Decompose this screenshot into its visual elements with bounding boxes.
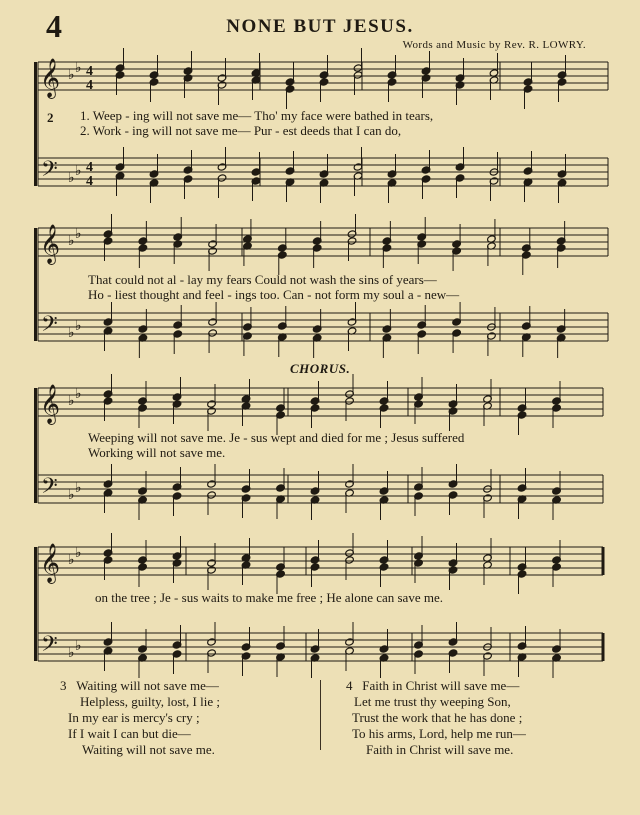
treble-clef-icon: 𝄞 — [40, 543, 61, 583]
time-signature-top: 4 — [86, 160, 93, 175]
system1-verse1-lyric: 1. Weep - ing will not save me— Tho' my face were bathed in tears, — [80, 108, 434, 123]
flat-icon: ♭ — [75, 163, 82, 179]
verse-3-line-2: Helpless, guilty, lost, I lie ; — [80, 694, 220, 709]
verse-divider — [320, 680, 321, 750]
flat-icon: ♭ — [68, 325, 75, 341]
flat-icon: ♭ — [75, 545, 82, 561]
bass-clef-icon: 𝄢 — [41, 312, 58, 342]
flat-icon: ♭ — [75, 318, 82, 334]
verse-3-number: 3 — [60, 678, 67, 693]
verse-4-line — [346, 678, 526, 694]
flat-icon: ♭ — [68, 552, 75, 568]
flat-icon: ♭ — [68, 67, 75, 83]
time-signature-bottom: 4 — [86, 174, 93, 189]
time-signature-top: 4 — [86, 64, 93, 79]
system3-line2-lyric: Working will not save me. — [88, 445, 226, 460]
verse-4-line-2: Let me trust thy weeping Son, — [354, 694, 511, 709]
system-brace — [34, 388, 37, 503]
flat-icon: ♭ — [75, 480, 82, 496]
verse-3-line-4: If I wait I can but die— — [68, 726, 191, 741]
verse-4-line-3: Trust the work that he has done ; — [352, 710, 523, 725]
system3-line1-lyric: Weeping will not save me. Je - sus wept and died for me ; Jesus suffered — [88, 430, 465, 445]
flat-icon: ♭ — [68, 393, 75, 409]
treble-clef-icon: 𝄞 — [40, 58, 61, 98]
voice-count-label: 2 — [47, 110, 54, 125]
verse-3-line — [60, 678, 220, 694]
verse-4 — [346, 678, 526, 758]
time-signature-bottom: 4 — [86, 78, 93, 93]
system-brace — [34, 228, 37, 341]
hymn-title: NONE BUT JESUS. — [226, 16, 414, 37]
verse-4-line-5: Faith in Christ will save me. — [366, 742, 514, 757]
bass-clef-icon: 𝄢 — [41, 157, 58, 187]
verse-3-line-3: In my ear is mercy's cry ; — [68, 710, 200, 725]
chorus-label: CHORUS. — [290, 361, 351, 376]
flat-icon: ♭ — [68, 645, 75, 661]
flat-icon: ♭ — [75, 638, 82, 654]
treble-clef-icon: 𝄞 — [40, 384, 61, 424]
page-number: 4 — [46, 8, 62, 44]
flat-icon: ♭ — [75, 60, 82, 76]
system1-verse2-lyric: 2. Work - ing will not save me— Pur - est deeds that I can do, — [80, 123, 402, 138]
bass-clef-icon: 𝄢 — [41, 474, 58, 504]
flat-icon: ♭ — [75, 226, 82, 242]
verse-4-number: 4 — [346, 678, 353, 693]
system-brace — [34, 62, 37, 186]
flat-icon: ♭ — [68, 487, 75, 503]
flat-icon: ♭ — [75, 386, 82, 402]
system4-line1-lyric: on the tree ; Je - sus waits to make me free ; He alone can save me. — [95, 590, 443, 605]
verse-3-line-5: Waiting will not save me. — [82, 742, 215, 757]
flat-icon: ♭ — [68, 233, 75, 249]
verse-3-line-1: Waiting will not save me— — [76, 678, 219, 693]
system2-verse1-lyric: That could not al - lay my fears Could not wash the sins of years— — [88, 272, 437, 287]
verse-4-line-4: To his arms, Lord, help me run— — [352, 726, 526, 741]
author-credit: Words and Music by Rev. R. LOWRY. — [402, 39, 586, 51]
bass-clef-icon: 𝄢 — [41, 632, 58, 662]
treble-clef-icon: 𝄞 — [40, 224, 61, 264]
system-brace — [34, 547, 37, 661]
system2-verse2-lyric: Ho - liest thought and feel - ings too. Can - not form my soul a - new— — [88, 287, 460, 302]
verse-4-line-1: Faith in Christ will save me— — [362, 678, 520, 693]
verse-3 — [60, 678, 220, 758]
flat-icon: ♭ — [68, 170, 75, 186]
